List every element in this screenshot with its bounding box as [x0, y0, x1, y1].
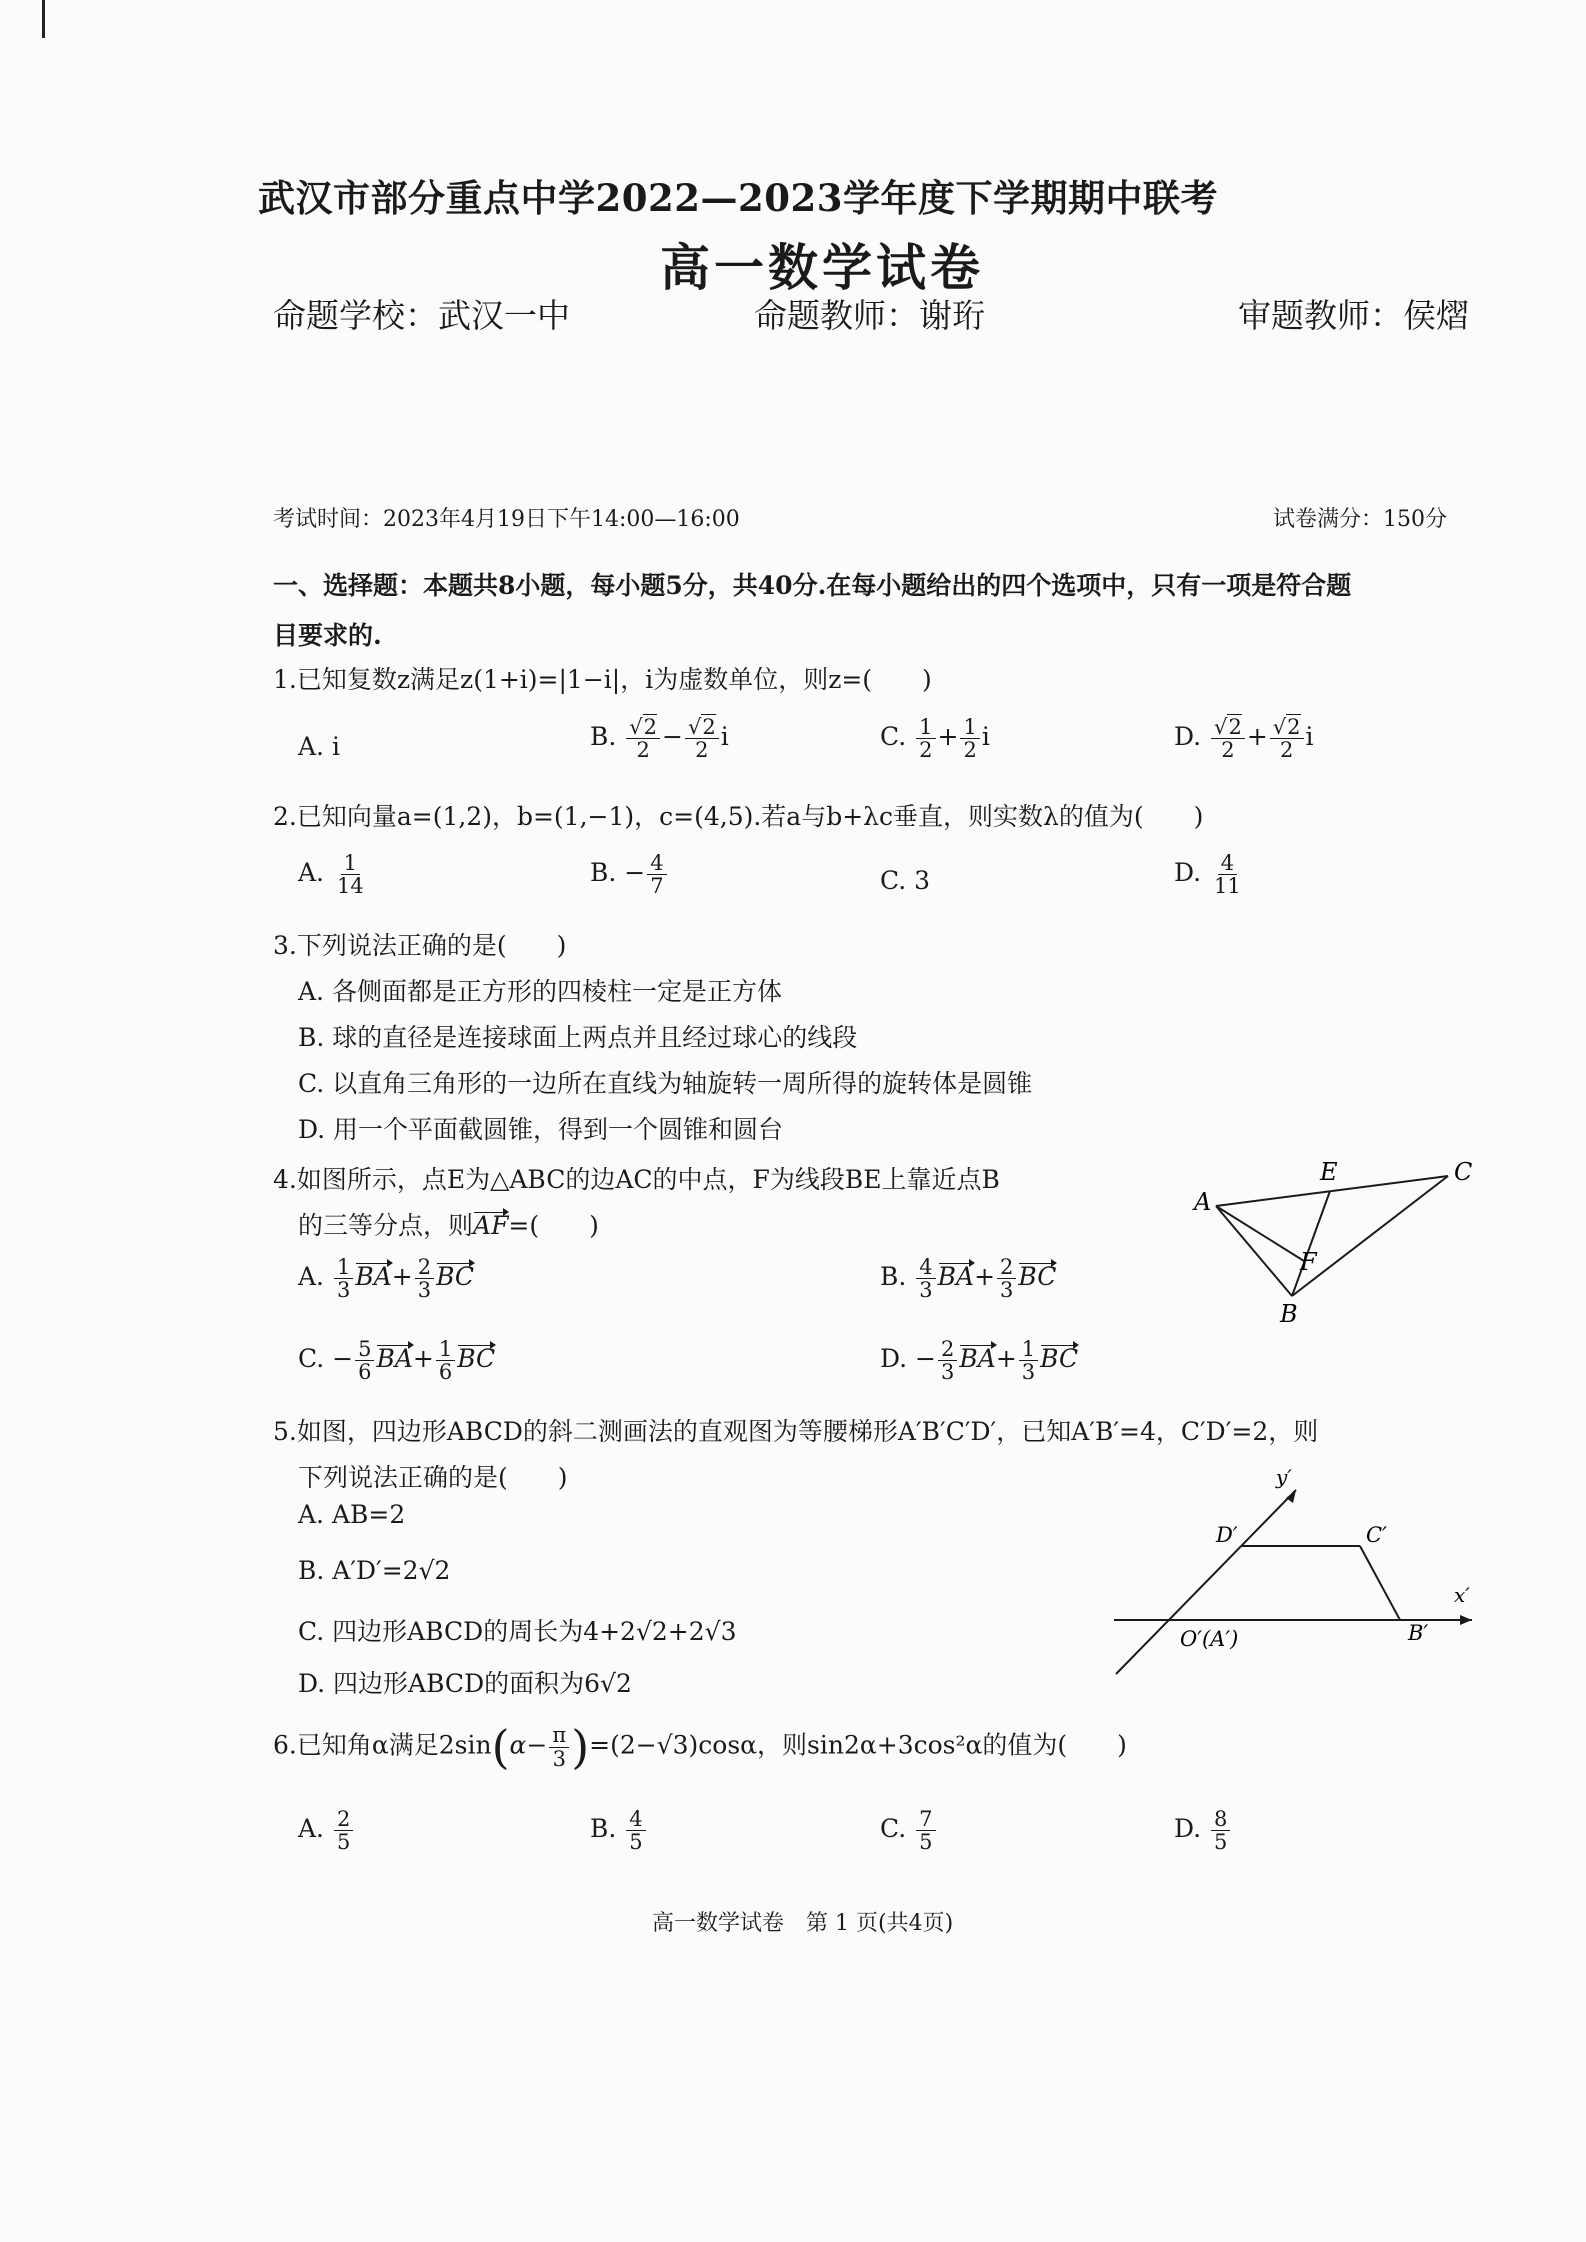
q1-stem: 1.已知复数z满足z(1+i)=|1−i|，i为虚数单位，则z=( ) — [273, 665, 932, 694]
q2-option-a: A. $\frac{1}{14}$ — [298, 851, 364, 899]
line-af — [1216, 1206, 1304, 1261]
q4-option-a: A. $\frac{1}{3}$ BA+ $\frac{2}{3}$ BC — [298, 1255, 475, 1303]
q3-option-c: C. 以直角三角形的一边所在直线为轴旋转一周所得的旋转体是圆锥 — [298, 1069, 1033, 1098]
q4-stem2-post: =( ) — [508, 1211, 599, 1240]
section-intro — [273, 566, 1351, 652]
setting-school: 命题学校：武汉一中 — [273, 296, 570, 335]
q6-option-d: D. $\frac{8}{5}$ — [1174, 1808, 1232, 1853]
q4-option-c: C. − $\frac{5}{6}$ BA+ $\frac{1}{6}$ BC — [298, 1337, 496, 1385]
label-b: B′ — [1408, 1621, 1429, 1645]
label-d: D′ — [1216, 1523, 1238, 1547]
label-c: C′ — [1366, 1523, 1387, 1547]
q5-option-c: C. 四边形ABCD的周长为4+2√2+2√3 — [298, 1617, 737, 1646]
q4-triangle-figure — [1180, 1160, 1500, 1330]
label-c: C — [1454, 1160, 1473, 1186]
q5-option-a: A. AB=2 — [298, 1500, 406, 1529]
q6-stem: 6.已知角α满足2sin(α− $\frac{\pi}{3}$ )=(2−√3)cosα，则sin2α+3cos²α的值为( ) — [273, 1720, 1127, 1774]
q5-option-d: D. 四边形ABCD的面积为6√2 — [298, 1669, 632, 1698]
q5-stem-line1: 5.如图，四边形ABCD的斜二测画法的直观图为等腰梯形A′B′C′D′，已知A′B′=4，C′D′=2，则 — [273, 1417, 1319, 1446]
label-o: O′(A′) — [1180, 1627, 1239, 1651]
section-intro-line1: 一、选择题：本题共8小题，每小题5分，共40分.在每小题给出的四个选项中，只有一项是符合题 — [273, 571, 1352, 600]
q6-option-b: B. $\frac{4}{5}$ — [590, 1808, 648, 1853]
q3-option-d: D. 用一个平面截圆锥，得到一个圆锥和圆台 — [298, 1115, 784, 1144]
review-teacher: 审题教师：侯熠 — [1238, 296, 1469, 335]
full-score: 试卷满分：150分 — [1273, 507, 1447, 532]
label-b: B — [1280, 1300, 1298, 1328]
line-ab — [1216, 1206, 1292, 1296]
q4-option-b: B. $\frac{4}{3}$ BA+ $\frac{2}{3}$ BC — [880, 1255, 1057, 1303]
q5-oblique-figure — [1110, 1462, 1480, 1682]
page-footer: 高一数学试卷 第 1 页(共4页) — [652, 1911, 954, 1936]
q6-option-a: A. $\frac{2}{5}$ — [298, 1808, 355, 1853]
q5-option-b: B. A′D′=2√2 — [298, 1556, 451, 1585]
q3-option-a: A. 各侧面都是正方形的四棱柱一定是正方体 — [298, 977, 782, 1006]
exam-subtitle: 高一数学试卷 — [660, 238, 984, 297]
q3-stem: 3.下列说法正确的是( ) — [273, 931, 567, 960]
section-intro-line2: 目要求的. — [273, 621, 382, 650]
q6-stem-post: =(2−√3)cosα，则sin2α+3cos²α的值为( ) — [589, 1730, 1127, 1760]
label-y: y′ — [1276, 1465, 1292, 1489]
q3-option-b: B. 球的直径是连接球面上两点并且经过球心的线段 — [298, 1023, 858, 1052]
q4-stem-line2: 的三等分点，则AF=( ) — [298, 1211, 599, 1240]
q1-option-c: C. $\frac{1}{2}$ + $\frac{1}{2}$ i — [880, 715, 990, 763]
label-e: E — [1320, 1160, 1338, 1186]
q2-option-d: D. $\frac{4}{11}$ — [1174, 851, 1241, 899]
q2-option-c: C. 3 — [880, 866, 931, 895]
q4-stem2-pre: 的三等分点，则 — [298, 1211, 474, 1240]
label-a: A — [1194, 1188, 1212, 1216]
q1-option-d: D. $\frac{√2}{2}$ + $\frac{√2}{2}$ i — [1174, 715, 1314, 763]
q1-option-b: B. $\frac{√2}{2}$ − $\frac{√2}{2}$ i — [590, 715, 729, 763]
exam-time: 考试时间：2023年4月19日下午14:00—16:00 — [273, 507, 740, 532]
setting-teacher: 命题教师：谢珩 — [754, 296, 985, 335]
q4-stem-line1: 4.如图所示，点E为△ABC的边AC的中点，F为线段BE上靠近点B — [273, 1165, 1000, 1194]
label-x: x′ — [1454, 1583, 1470, 1607]
y-axis-arrow — [1286, 1490, 1296, 1503]
q1-option-a: A. i — [298, 732, 340, 761]
scan-mark — [42, 0, 45, 38]
q2-stem: 2.已知向量a=(1,2)，b=(1,−1)，c=(4,5).若a与b+λc垂直，则实数λ的值为( ) — [273, 802, 1204, 831]
q4-option-d: D. − $\frac{2}{3}$ BA+ $\frac{1}{3}$ BC — [880, 1337, 1079, 1385]
q2-option-b: B. − $\frac{4}{7}$ — [590, 852, 669, 897]
x-axis-arrow — [1460, 1615, 1472, 1625]
segment-cb — [1360, 1546, 1400, 1620]
label-f: F — [1300, 1248, 1317, 1276]
q6-option-c: C. $\frac{7}{5}$ — [880, 1808, 938, 1853]
q6-stem-pre: 6.已知角α满足2sin — [273, 1730, 492, 1760]
q5-stem-line2: 下列说法正确的是( ) — [298, 1463, 568, 1492]
exam-title: 武汉市部分重点中学2022—2023学年度下学期期中联考 — [258, 176, 1218, 220]
